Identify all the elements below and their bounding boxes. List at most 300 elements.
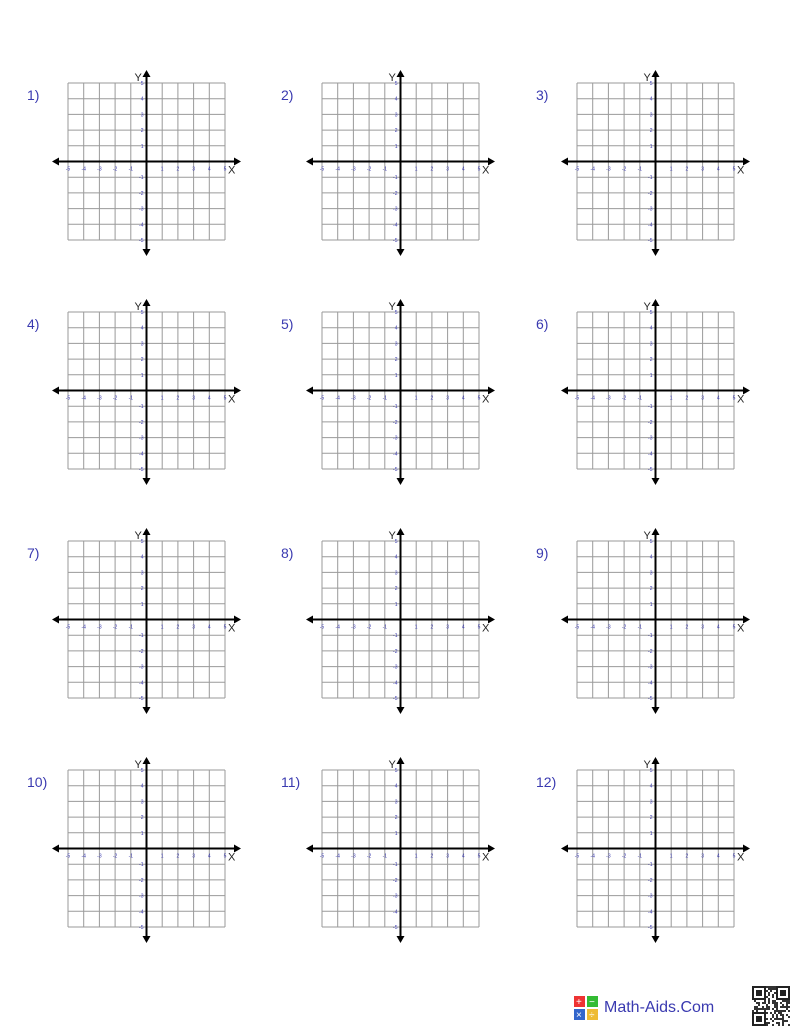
x-tick-label: -2 <box>621 853 627 860</box>
x-axis-label: X <box>737 851 745 864</box>
x-tick-label: 5 <box>732 853 736 860</box>
y-axis-up-arrow-icon <box>652 757 660 764</box>
y-axis-down-arrow-icon <box>143 249 151 256</box>
x-tick-label: 3 <box>192 624 195 631</box>
x-tick-label: 3 <box>192 395 195 402</box>
y-tick-label: -5 <box>393 925 398 931</box>
x-tick-label: 4 <box>207 166 211 173</box>
x-tick-label: 4 <box>716 166 720 173</box>
x-tick-label: -2 <box>112 624 118 631</box>
x-tick-label: -5 <box>65 853 71 860</box>
coordinate-grid <box>302 65 502 265</box>
x-tick-label: -2 <box>621 624 627 631</box>
x-tick-label: -1 <box>128 853 134 860</box>
x-tick-label: 1 <box>160 395 164 402</box>
x-axis-label: X <box>737 164 745 177</box>
y-tick-label: -3 <box>648 893 653 900</box>
x-axis-left-arrow-icon <box>561 845 568 853</box>
x-tick-label: 4 <box>461 624 465 631</box>
y-tick-label: -3 <box>648 206 653 213</box>
svg-text:×: × <box>576 1010 582 1020</box>
coordinate-grid <box>48 523 248 723</box>
x-tick-label: -2 <box>366 853 372 860</box>
y-tick-label: 3 <box>649 799 653 806</box>
y-tick-label: 3 <box>394 570 398 577</box>
y-tick-label: 5 <box>394 539 398 545</box>
x-tick-label: -4 <box>590 624 595 631</box>
y-axis-down-arrow-icon <box>143 478 151 485</box>
y-tick-label: 3 <box>140 799 144 806</box>
svg-text:+: + <box>576 997 582 1008</box>
problem-number: 11) <box>281 774 301 790</box>
x-tick-label: -3 <box>606 166 611 173</box>
y-tick-label: 2 <box>649 815 653 822</box>
x-tick-label: 4 <box>207 395 211 402</box>
y-axis-up-arrow-icon <box>397 70 405 77</box>
x-tick-label: -4 <box>590 853 595 860</box>
problem-number: 4) <box>27 316 40 332</box>
x-tick-label: 3 <box>446 853 449 860</box>
y-tick-label: -4 <box>648 451 653 458</box>
x-tick-label: -5 <box>574 853 580 860</box>
x-tick-label: 2 <box>430 166 434 173</box>
y-tick-label: -2 <box>648 648 653 655</box>
y-axis-down-arrow-icon <box>397 936 405 943</box>
x-tick-label: -5 <box>65 166 71 173</box>
y-axis-up-arrow-icon <box>397 528 405 535</box>
y-tick-label: 4 <box>649 783 653 790</box>
x-tick-label: 5 <box>223 624 227 631</box>
x-tick-label: -1 <box>637 166 643 173</box>
problem-number: 6) <box>536 316 549 332</box>
x-tick-label: 5 <box>477 166 481 173</box>
y-axis-down-arrow-icon <box>652 478 660 485</box>
x-tick-label: 4 <box>716 395 720 402</box>
y-tick-label: 4 <box>140 96 144 103</box>
x-tick-label: -1 <box>382 624 388 631</box>
y-tick-label: 2 <box>140 357 144 364</box>
y-tick-label: -3 <box>648 664 653 671</box>
y-axis-up-arrow-icon <box>143 528 151 535</box>
x-axis-left-arrow-icon <box>561 387 568 395</box>
footer-brand <box>574 996 714 1020</box>
y-tick-label: 4 <box>140 783 144 790</box>
x-tick-label: -1 <box>128 395 134 402</box>
x-tick-label: -4 <box>335 853 340 860</box>
y-tick-label: 5 <box>394 768 398 774</box>
x-tick-label: 3 <box>701 395 704 402</box>
x-tick-label: 1 <box>160 624 164 631</box>
x-tick-label: -3 <box>97 624 102 631</box>
y-axis-label: Y <box>643 301 651 313</box>
x-tick-label: -1 <box>637 624 643 631</box>
y-axis-down-arrow-icon <box>143 707 151 714</box>
x-tick-label: -1 <box>128 624 134 631</box>
y-tick-label: -1 <box>393 175 398 182</box>
y-tick-label: 1 <box>394 601 398 608</box>
coordinate-grid <box>557 752 757 952</box>
y-tick-label: -2 <box>139 190 144 197</box>
x-tick-label: -2 <box>366 166 372 173</box>
x-tick-label: 3 <box>192 853 195 860</box>
y-axis-label: Y <box>134 759 142 771</box>
y-tick-label: -2 <box>648 190 653 197</box>
x-tick-label: 2 <box>176 853 180 860</box>
y-tick-label: 5 <box>140 539 144 545</box>
x-tick-label: 1 <box>414 395 418 402</box>
x-tick-label: -4 <box>81 395 86 402</box>
y-tick-label: 5 <box>394 81 398 87</box>
y-tick-label: 3 <box>140 112 144 119</box>
y-tick-label: 1 <box>649 601 653 608</box>
x-tick-label: -5 <box>319 166 325 173</box>
y-tick-label: -5 <box>393 696 398 702</box>
x-tick-label: -1 <box>637 853 643 860</box>
x-tick-label: 2 <box>176 166 180 173</box>
y-tick-label: 1 <box>140 143 144 150</box>
y-tick-label: 2 <box>140 586 144 593</box>
x-tick-label: 1 <box>669 395 673 402</box>
x-tick-label: 4 <box>716 853 720 860</box>
x-tick-label: 3 <box>701 166 704 173</box>
problem-number: 3) <box>536 87 549 103</box>
x-tick-label: -4 <box>335 624 340 631</box>
x-tick-label: -5 <box>65 624 71 631</box>
y-tick-label: -1 <box>139 862 144 869</box>
y-tick-label: 4 <box>394 96 398 103</box>
x-tick-label: -2 <box>112 395 118 402</box>
x-tick-label: -4 <box>335 166 340 173</box>
x-axis-label: X <box>482 164 490 177</box>
y-tick-label: 1 <box>140 601 144 608</box>
x-tick-label: -5 <box>65 395 71 402</box>
y-axis-label: Y <box>388 530 396 542</box>
coordinate-grid <box>302 523 502 723</box>
problem-number: 7) <box>27 545 40 561</box>
x-tick-label: 4 <box>207 624 211 631</box>
y-axis-up-arrow-icon <box>397 757 405 764</box>
x-axis-label: X <box>482 851 490 864</box>
y-tick-label: 2 <box>649 357 653 364</box>
y-axis-up-arrow-icon <box>397 299 405 306</box>
y-tick-label: -3 <box>139 893 144 900</box>
y-tick-label: 1 <box>649 830 653 837</box>
x-axis-label: X <box>228 622 236 635</box>
x-tick-label: -3 <box>97 166 102 173</box>
y-tick-label: 2 <box>394 357 398 364</box>
y-tick-label: 1 <box>649 143 653 150</box>
y-tick-label: 3 <box>649 570 653 577</box>
x-tick-label: -4 <box>590 166 595 173</box>
x-axis-label: X <box>482 393 490 406</box>
problem-number: 5) <box>281 316 294 332</box>
x-tick-label: 2 <box>430 853 434 860</box>
y-tick-label: -3 <box>393 435 398 442</box>
qr-code-icon <box>752 986 790 1026</box>
x-tick-label: -3 <box>351 624 356 631</box>
y-tick-label: 4 <box>649 554 653 561</box>
x-tick-label: 1 <box>669 853 673 860</box>
x-tick-label: 4 <box>461 853 465 860</box>
y-axis-down-arrow-icon <box>143 936 151 943</box>
y-tick-label: 5 <box>394 310 398 316</box>
y-tick-label: 4 <box>394 325 398 332</box>
y-tick-label: -2 <box>393 190 398 197</box>
x-tick-label: 5 <box>732 395 736 402</box>
x-tick-label: -2 <box>366 624 372 631</box>
x-tick-label: 3 <box>446 624 449 631</box>
coordinate-grid <box>48 65 248 265</box>
x-tick-label: -1 <box>382 853 388 860</box>
y-tick-label: -4 <box>393 451 398 458</box>
x-axis-left-arrow-icon <box>52 616 59 624</box>
y-tick-label: -2 <box>139 877 144 884</box>
y-tick-label: 2 <box>394 128 398 135</box>
y-tick-label: 1 <box>140 372 144 379</box>
y-tick-label: -5 <box>139 467 144 473</box>
y-tick-label: -1 <box>648 633 653 640</box>
x-tick-label: 2 <box>430 395 434 402</box>
x-tick-label: -5 <box>574 166 580 173</box>
x-tick-label: -1 <box>637 395 643 402</box>
x-tick-label: 3 <box>446 166 449 173</box>
x-tick-label: 3 <box>446 395 449 402</box>
x-axis-label: X <box>737 393 745 406</box>
x-tick-label: 2 <box>430 624 434 631</box>
y-tick-label: 2 <box>649 128 653 135</box>
y-tick-label: -2 <box>139 419 144 426</box>
x-axis-label: X <box>482 622 490 635</box>
y-tick-label: 1 <box>394 372 398 379</box>
y-tick-label: 1 <box>140 830 144 837</box>
y-tick-label: -1 <box>139 404 144 411</box>
x-axis-left-arrow-icon <box>306 616 313 624</box>
problem-number: 12) <box>536 774 557 790</box>
y-tick-label: -5 <box>139 238 144 244</box>
x-axis-left-arrow-icon <box>306 158 313 166</box>
y-tick-label: 4 <box>140 325 144 332</box>
x-tick-label: 2 <box>685 624 689 631</box>
y-tick-label: 1 <box>649 372 653 379</box>
x-tick-label: -2 <box>112 166 118 173</box>
x-tick-label: 5 <box>477 624 481 631</box>
y-axis-up-arrow-icon <box>652 528 660 535</box>
y-tick-label: -1 <box>648 404 653 411</box>
brand-name: Math-Aids.Com <box>604 999 715 1016</box>
x-axis-left-arrow-icon <box>52 845 59 853</box>
x-tick-label: -1 <box>128 166 134 173</box>
y-axis-down-arrow-icon <box>397 478 405 485</box>
y-tick-label: 1 <box>394 143 398 150</box>
math-operations-icon <box>574 996 598 1020</box>
x-tick-label: -2 <box>621 395 627 402</box>
y-tick-label: -5 <box>648 467 653 473</box>
x-tick-label: -5 <box>574 395 580 402</box>
y-tick-label: 4 <box>394 783 398 790</box>
y-axis-label: Y <box>388 301 396 313</box>
x-tick-label: 4 <box>716 624 720 631</box>
x-tick-label: -3 <box>97 853 102 860</box>
x-tick-label: 1 <box>669 166 673 173</box>
x-tick-label: -2 <box>366 395 372 402</box>
y-axis-down-arrow-icon <box>652 707 660 714</box>
coordinate-grid <box>302 752 502 952</box>
y-axis-label: Y <box>643 72 651 84</box>
y-tick-label: 5 <box>140 81 144 87</box>
y-tick-label: -5 <box>393 467 398 473</box>
x-tick-label: 2 <box>176 395 180 402</box>
y-tick-label: 2 <box>649 586 653 593</box>
y-tick-label: -1 <box>393 862 398 869</box>
y-tick-label: -1 <box>393 404 398 411</box>
y-tick-label: -2 <box>648 877 653 884</box>
x-tick-label: 5 <box>732 624 736 631</box>
y-axis-up-arrow-icon <box>143 299 151 306</box>
y-axis-down-arrow-icon <box>652 249 660 256</box>
x-axis-label: X <box>228 164 236 177</box>
x-tick-label: -3 <box>351 395 356 402</box>
y-tick-label: -3 <box>648 435 653 442</box>
x-tick-label: 2 <box>685 853 689 860</box>
x-tick-label: 2 <box>685 166 689 173</box>
y-axis-up-arrow-icon <box>652 70 660 77</box>
y-tick-label: -3 <box>393 893 398 900</box>
y-tick-label: 3 <box>394 112 398 119</box>
x-tick-label: 1 <box>669 624 673 631</box>
x-tick-label: -4 <box>335 395 340 402</box>
y-tick-label: 2 <box>394 586 398 593</box>
y-tick-label: 2 <box>140 128 144 135</box>
x-tick-label: 1 <box>160 166 164 173</box>
y-tick-label: -2 <box>139 648 144 655</box>
y-tick-label: 5 <box>140 768 144 774</box>
x-tick-label: -4 <box>81 624 86 631</box>
y-axis-up-arrow-icon <box>143 70 151 77</box>
y-tick-label: 3 <box>394 799 398 806</box>
y-tick-label: -4 <box>648 222 653 229</box>
x-axis-left-arrow-icon <box>306 845 313 853</box>
y-tick-label: -4 <box>139 451 144 458</box>
x-axis-left-arrow-icon <box>52 387 59 395</box>
x-axis-label: X <box>228 393 236 406</box>
y-tick-label: 1 <box>394 830 398 837</box>
y-tick-label: 5 <box>649 539 653 545</box>
x-tick-label: 5 <box>477 395 481 402</box>
problem-number: 1) <box>27 87 40 103</box>
y-axis-down-arrow-icon <box>397 249 405 256</box>
y-axis-up-arrow-icon <box>143 757 151 764</box>
y-tick-label: -3 <box>139 664 144 671</box>
y-axis-up-arrow-icon <box>652 299 660 306</box>
y-axis-label: Y <box>134 301 142 313</box>
y-tick-label: -5 <box>139 925 144 931</box>
x-tick-label: -2 <box>112 853 118 860</box>
coordinate-grid <box>557 294 757 494</box>
coordinate-grid <box>557 523 757 723</box>
x-tick-label: 5 <box>223 853 227 860</box>
y-tick-label: 4 <box>394 554 398 561</box>
y-tick-label: -2 <box>393 648 398 655</box>
y-tick-label: -4 <box>139 909 144 916</box>
x-tick-label: 5 <box>732 166 736 173</box>
x-tick-label: -4 <box>81 166 86 173</box>
x-tick-label: -4 <box>590 395 595 402</box>
y-tick-label: -4 <box>648 680 653 687</box>
y-tick-label: -1 <box>139 633 144 640</box>
y-tick-label: -3 <box>139 206 144 213</box>
svg-text:÷: ÷ <box>589 1010 595 1020</box>
y-axis-label: Y <box>388 759 396 771</box>
y-tick-label: 3 <box>394 341 398 348</box>
x-tick-label: -2 <box>621 166 627 173</box>
y-tick-label: -1 <box>139 175 144 182</box>
x-tick-label: 1 <box>160 853 164 860</box>
y-tick-label: 4 <box>140 554 144 561</box>
y-tick-label: 3 <box>140 341 144 348</box>
x-tick-label: 4 <box>461 395 465 402</box>
x-tick-label: -3 <box>606 395 611 402</box>
y-tick-label: -4 <box>393 222 398 229</box>
x-tick-label: 4 <box>461 166 465 173</box>
x-tick-label: 3 <box>192 166 195 173</box>
y-tick-label: 4 <box>649 96 653 103</box>
y-tick-label: -5 <box>648 238 653 244</box>
y-tick-label: -4 <box>393 909 398 916</box>
x-tick-label: 5 <box>477 853 481 860</box>
x-tick-label: 2 <box>685 395 689 402</box>
x-tick-label: -1 <box>382 166 388 173</box>
x-tick-label: 5 <box>223 166 227 173</box>
y-tick-label: 5 <box>649 81 653 87</box>
y-tick-label: 3 <box>649 112 653 119</box>
y-tick-label: -5 <box>393 238 398 244</box>
y-axis-label: Y <box>643 530 651 542</box>
y-tick-label: 2 <box>140 815 144 822</box>
y-tick-label: -4 <box>139 222 144 229</box>
y-axis-down-arrow-icon <box>397 707 405 714</box>
y-axis-label: Y <box>388 72 396 84</box>
y-tick-label: -3 <box>393 206 398 213</box>
problem-number: 2) <box>281 87 294 103</box>
x-tick-label: -3 <box>97 395 102 402</box>
y-tick-label: -5 <box>648 925 653 931</box>
x-tick-label: -5 <box>319 624 325 631</box>
y-tick-label: -2 <box>393 419 398 426</box>
problem-number: 9) <box>536 545 549 561</box>
x-tick-label: -4 <box>81 853 86 860</box>
coordinate-grid <box>302 294 502 494</box>
x-tick-label: -1 <box>382 395 388 402</box>
svg-text:−: − <box>589 997 595 1008</box>
x-axis-left-arrow-icon <box>52 158 59 166</box>
y-axis-label: Y <box>134 72 142 84</box>
x-tick-label: 1 <box>414 624 418 631</box>
coordinate-grid <box>557 65 757 265</box>
y-tick-label: -4 <box>393 680 398 687</box>
x-tick-label: 3 <box>701 853 704 860</box>
coordinate-grid <box>48 752 248 952</box>
x-tick-label: 4 <box>207 853 211 860</box>
y-tick-label: -4 <box>648 909 653 916</box>
x-axis-left-arrow-icon <box>561 616 568 624</box>
y-axis-label: Y <box>134 530 142 542</box>
x-tick-label: -5 <box>319 395 325 402</box>
x-axis-label: X <box>228 851 236 864</box>
y-tick-label: -3 <box>139 435 144 442</box>
problem-number: 8) <box>281 545 294 561</box>
y-tick-label: -3 <box>393 664 398 671</box>
y-tick-label: 5 <box>649 768 653 774</box>
